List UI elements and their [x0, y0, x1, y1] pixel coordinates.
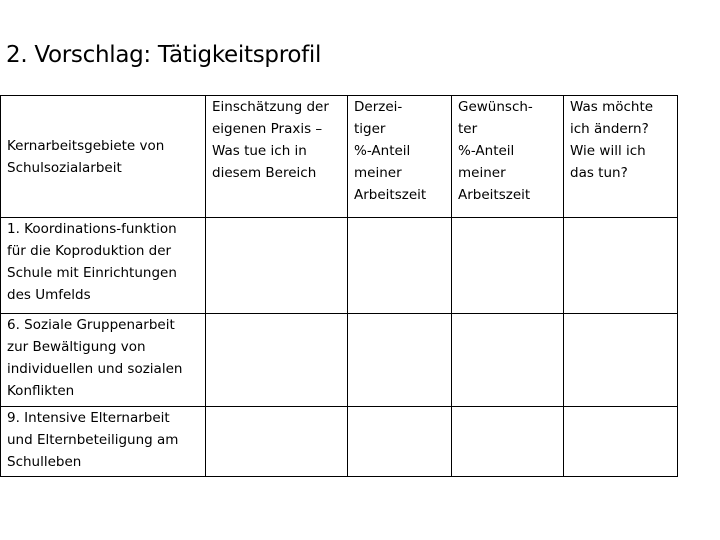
page-title: 2. Vorschlag: Tätigkeitsprofil [6, 42, 322, 68]
current-share-cell[interactable] [348, 407, 452, 477]
column-header-changes: Was möchte ich ändern? Wie will ich das tun? [564, 96, 678, 218]
practice-cell[interactable] [206, 218, 348, 314]
current-share-cell[interactable] [348, 314, 452, 407]
practice-cell[interactable] [206, 314, 348, 407]
core-area-cell: 6. Soziale Gruppenarbeit zur Bewältigung von individuellen und sozialen Konflikten [1, 314, 206, 407]
desired-share-cell[interactable] [452, 407, 564, 477]
practice-cell[interactable] [206, 407, 348, 477]
changes-cell[interactable] [564, 407, 678, 477]
core-area-cell: 9. Intensive Elternarbeit und Elternbeteiligung am Schulleben [1, 407, 206, 477]
table-header-row [1, 96, 678, 218]
changes-cell[interactable] [564, 314, 678, 407]
column-header-core-areas: Kernarbeitsgebiete von Schulsozialarbeit [1, 96, 206, 218]
table-row [1, 218, 678, 314]
changes-cell[interactable] [564, 218, 678, 314]
table-row [1, 314, 678, 407]
desired-share-cell[interactable] [452, 218, 564, 314]
core-area-cell: 1. Koordinations-funktion für die Koproduktion der Schule mit Einrichtungen des Umfelds [1, 218, 206, 314]
current-share-cell[interactable] [348, 218, 452, 314]
column-header-practice-assessment: Einschätzung der eigenen Praxis – Was tue ich in diesem Bereich [206, 96, 348, 218]
column-header-desired-share: Gewünsch- ter %-Anteil meiner Arbeitszeit [452, 96, 564, 218]
desired-share-cell[interactable] [452, 314, 564, 407]
column-header-current-share: Derzei- tiger %-Anteil meiner Arbeitszeit [348, 96, 452, 218]
activity-profile-table [0, 95, 678, 477]
table-row [1, 407, 678, 477]
